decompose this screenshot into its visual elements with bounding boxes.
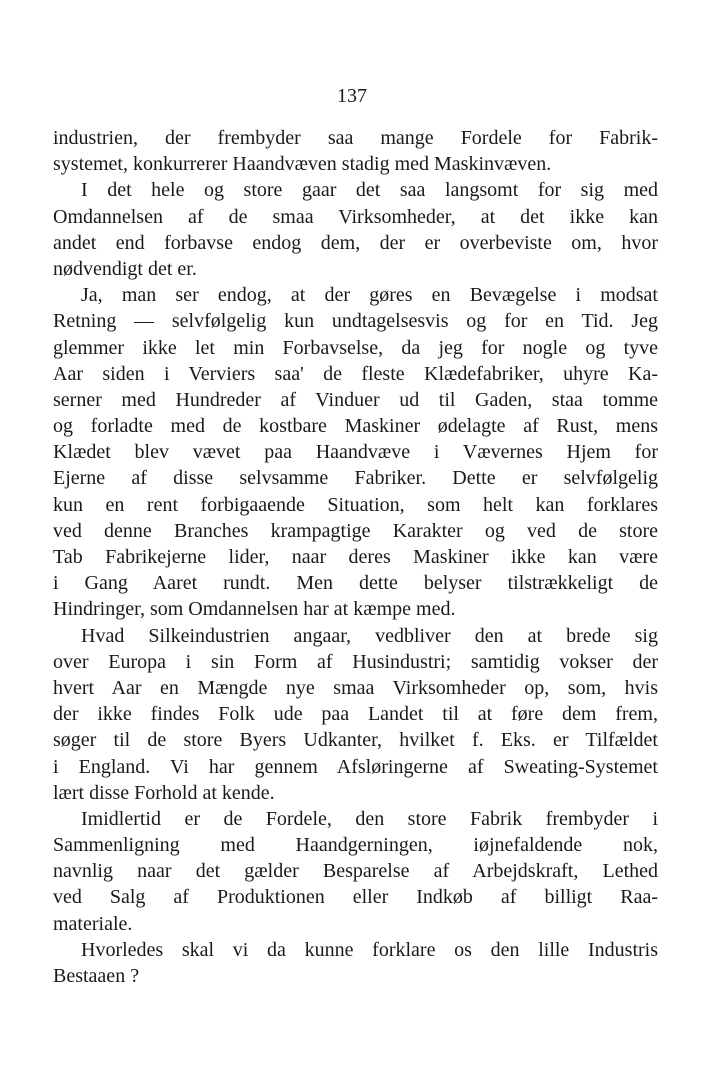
text-line: over Europa i sin Form af Husindustri; samtidig vokser der	[53, 650, 658, 673]
text-line: der ikke findes Folk ude paa Landet til at føre dem frem,	[53, 703, 658, 726]
paragraph	[53, 125, 658, 177]
text-line: Aar siden i Verviers saa' de fleste Klædefabriker, uhyre Ka-	[53, 362, 658, 385]
text-line: systemet, konkurrerer Haandvæven stadig med Maskinvæven.	[53, 153, 552, 176]
text-line: Ejerne af disse selvsamme Fabriker. Dette er selvfølgelig	[53, 467, 658, 490]
text-line: I det hele og store gaar det saa langsomt for sig med	[81, 179, 658, 202]
text-line: Bestaaen ?	[53, 965, 140, 987]
text-line: Hvad Silkeindustrien angaar, vedbliver den at brede sig	[81, 624, 658, 647]
text-line: glemmer ikke let min Forbavselse, da jeg for nogle og tyve	[53, 336, 658, 359]
text-line: industrien, der frembyder saa mange Fordele for Fabrik-	[53, 127, 658, 149]
text-line: lært disse Forhold at kende.	[53, 781, 275, 804]
paragraph	[53, 937, 658, 989]
text-line: Hindringer, som Omdannelsen har at kæmpe med.	[53, 598, 456, 621]
text-line: ved Salg af Produktionen eller Indkøb af billigt Raa-	[53, 886, 658, 909]
text-line: søger til de store Byers Udkanter, hvilket f. Eks. er Tilfældet	[53, 729, 658, 752]
text-line: serner med Hundreder af Vinduer ud til Gaden, staa tomme	[53, 388, 658, 411]
text-line: materiale.	[53, 912, 133, 935]
text-line: nødvendigt det er.	[53, 257, 197, 280]
text-line: Tab Fabrikejerne lider, naar deres Maskiner ikke kan være	[53, 546, 658, 568]
page-number: 137	[337, 85, 367, 107]
text-line: og forladte med de kostbare Maskiner ødelagte af Rust, mens	[53, 415, 658, 438]
text-line: andet end forbavse endog dem, der er overbeviste om, hvor	[53, 231, 658, 254]
text-line: Ja, man ser endog, at der gøres en Bevægelse i modsat	[81, 284, 658, 307]
body-text	[53, 125, 658, 989]
paragraph	[53, 623, 658, 806]
text-line: Sammenligning med Haandgerningen, iøjnefaldende nok,	[53, 834, 658, 857]
text-line: hvert Aar en Mængde nye smaa Virksomheder op, som, hvis	[53, 676, 658, 699]
text-line: i England. Vi har gennem Afsløringerne af Sweating-Systemet	[53, 755, 658, 778]
text-line: Imidlertid er de Fordele, den store Fabrik frembyder i	[81, 807, 658, 830]
text-line: Retning — selvfølgelig kun undtagelsesvis og for en Tid. Jeg	[53, 310, 658, 333]
text-line: Omdannelsen af de smaa Virksomheder, at det ikke kan	[53, 205, 658, 228]
text-line: i Gang Aaret rundt. Men dette belyser tilstrækkeligt de	[53, 572, 658, 595]
paragraph	[53, 177, 658, 282]
paragraph	[53, 282, 658, 622]
text-line: navnlig naar det gælder Besparelse af Arbejdskraft, Lethed	[53, 860, 658, 883]
text-line: Hvorledes skal vi da kunne forklare os den lille Industris	[81, 938, 658, 961]
text-line: kun en rent forbigaaende Situation, som helt kan forklares	[53, 493, 658, 516]
text-line: Klædet blev vævet paa Haandvæve i Vævernes Hjem for	[53, 441, 658, 464]
text-line: ved denne Branches krampagtige Karakter og ved de store	[53, 519, 658, 542]
paragraph	[53, 806, 658, 937]
